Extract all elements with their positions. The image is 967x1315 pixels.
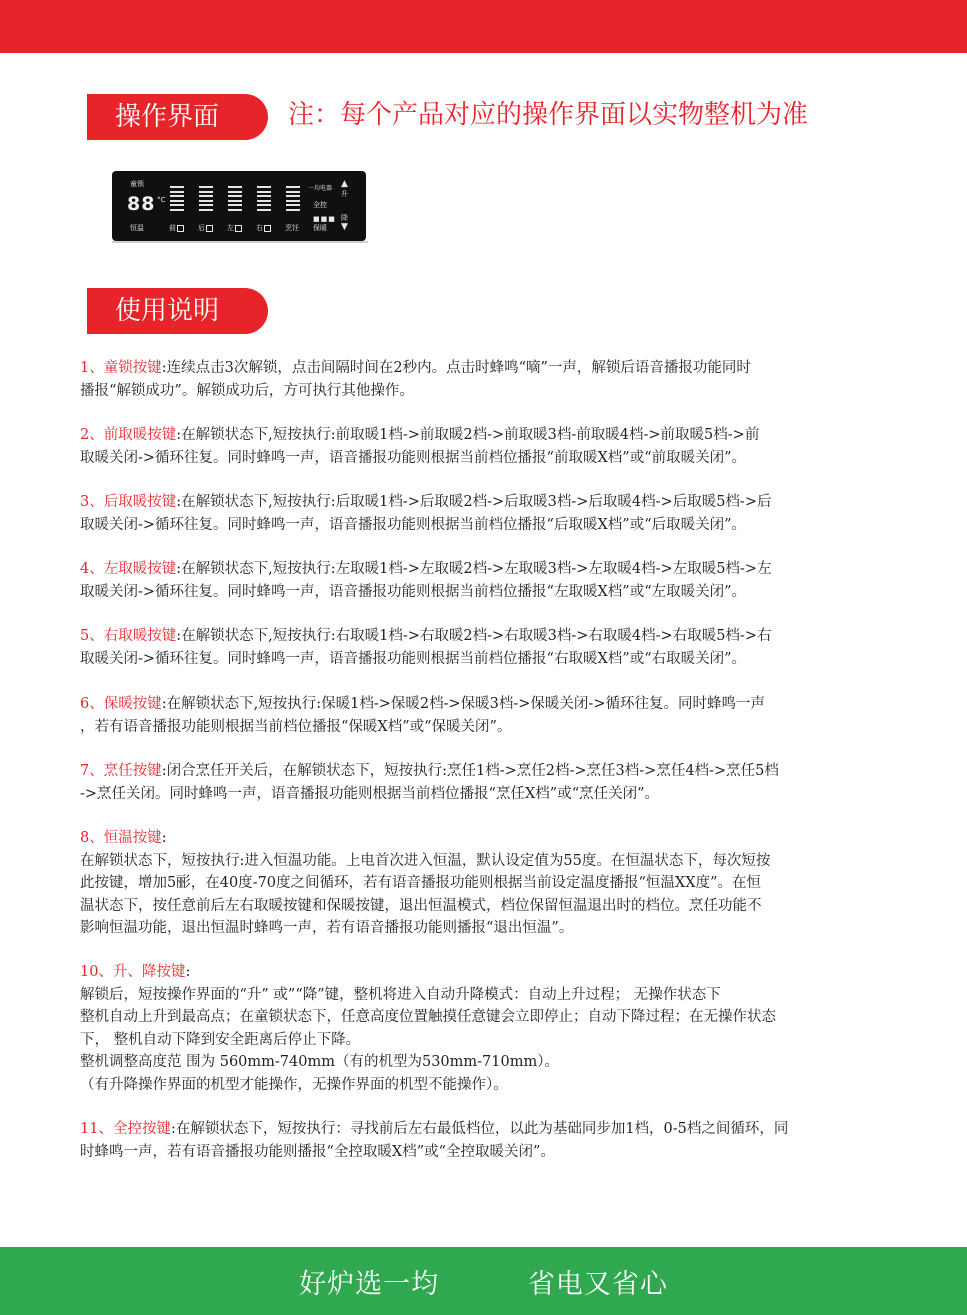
instruction-key: 6、保暖按键 (80, 696, 162, 712)
panel-label-up: 升 (341, 190, 348, 198)
footer-banner (0, 1247, 967, 1315)
panel-label-right: 右 (256, 224, 271, 232)
front-level-bars (170, 186, 184, 213)
interface-note: 注：每个产品对应的操作界面以实物整机为准 (288, 100, 809, 130)
rear-level-bars (199, 186, 213, 213)
instruction-key: 7、烹任按键 (80, 763, 162, 779)
instruction-item-rear-heating: 3、后取暖按键:在解锁状态下,短按执行:后取暖1档->后取暖2档->后取暖3档->后取暖4档->后取暖5档->后 取暖关闭->循环往复。同时蜂鸣一声，语音播报功能则根据当前档位播报“后取暖X档”或“后取暖关闭”。 (80, 494, 772, 533)
panel-shadow (112, 241, 368, 243)
panel-label-left: 左 (227, 224, 242, 232)
seat-icon (177, 225, 184, 232)
panel-label-rear: 后 (198, 224, 213, 232)
panel-label-lock: 童锁 (130, 180, 144, 188)
seat-icon (235, 225, 242, 232)
instruction-item-all-control: 11、全控按键:在解锁状态下，短按执行：寻找前后左右最低档位，以此为基础同步加1档，0-5档之间循环，同 时蜂鸣一声，若有语音播报功能则播报“全控取暖X档”或“全控取暖关闭”。 (80, 1121, 789, 1160)
top-banner (0, 0, 967, 53)
section-title-usage: 使用说明 (87, 288, 268, 334)
panel-label-constant-temp: 恒温 (130, 224, 144, 232)
panel-label-front: 前 (169, 224, 184, 232)
instruction-item-constant-temp: 8、恒温按键: 在解锁状态下，短按执行:进入恒温功能。上电首次进入恒温，默认设定值为55度。在恒温状态下，每次短按 此按键，增加5彨，在40度-70度之间循环，若有语音播报功能则根据当前设定温度播报“恒温XX度”。在恒 温状态下，按任意前后左右取暖按键和保暖按键，退出恒温模式，档位保留恒温退出时的档位。烹任功能不 影响恒温功能，退出恒温时蜂鸣一声，若有语音播报功能则播报“退出恒温”。 (80, 830, 771, 936)
panel-digit-display: 88 (127, 193, 156, 215)
instruction-item-lift: 10、升、降按键: 解锁后，短按操作界面的“升” 或”“降”键，整机将进入自动升降模式：自动上升过程； 无操作状态下 整机自动上升到最高点；在童锁状态下，任意高度位置触摸任意键会立即停止；自动下降过程；在无操作状态 下， 整机自动下降到安全距离后停止下降。 整机调整高度范 围为 560mm-740mm（有的机型为530mm-710mm）。 （有升降操作界面的机型才能操作，无操作界面的机型不能操作）。 (80, 964, 776, 1093)
instruction-key: 2、前取暖按键 (80, 427, 177, 443)
up-arrow-icon: ▲ (341, 179, 348, 189)
section-title-operation-interface: 操作界面 (87, 94, 268, 140)
panel-label-keep-warm: 保暖 (313, 224, 327, 232)
footer-slogan: 好炉选一均 省电又省心 (299, 1268, 668, 1300)
seat-icon (206, 225, 213, 232)
instruction-item-left-heating: 4、左取暖按键:在解锁状态下,短按执行:左取暖1档->左取暖2档->左取暖3档->左取暖4档->左取暖5档->左 取暖关闭->循环往复。同时蜂鸣一声，语音播报功能则根据当前档位播报“左取暖X档”或“左取暖关闭”。 (80, 561, 772, 600)
instruction-item-cooking: 7、烹任按键:闭合烹任开关后，在解锁状态下，短按执行:烹任1档->烹任2档->烹任3档->烹任4档->烹任5档 ->烹任关闭。同时蜂鸣一声，语音播报功能则根据当前档位播报“烹任X档”或“烹任关闭”。 (80, 763, 779, 802)
instruction-item-front-heating: 2、前取暖按键:在解锁状态下,短按执行:前取暖1档->前取暖2档->前取暖3档-前取暖4档->前取暖5档->前 取暖关闭->循环往复。同时蜂鸣一声，语音播报功能则根据当前档位播报“前取暖X档”或“前取暖关闭”。 (80, 427, 760, 466)
left-level-bars (228, 186, 242, 213)
cooking-level-bars (286, 186, 300, 213)
instruction-item-child-lock: 1、童锁按键:连续点击3次解锁，点击间隔时间在2秒内。点击时蜂鸣“嘀”一声，解锁后语音播报功能同时 播报“解锁成功”。解锁成功后，方可执行其他操作。 (80, 360, 751, 399)
instruction-key: 8、恒温按键 (80, 830, 162, 846)
all-control-indicator: ■■■ (313, 215, 336, 223)
panel-degree-unit: °C (157, 196, 166, 204)
instruction-key: 3、后取暖按键 (80, 494, 177, 510)
down-arrow-icon: ▼ (341, 222, 348, 232)
control-panel-image (112, 171, 366, 241)
instruction-item-right-heating: 5、右取暖按键:在解锁状态下,短按执行:右取暖1档->右取暖2档->右取暖3档->右取暖4档->右取暖5档->右 取暖关闭->循环往复。同时蜂鸣一声，语音播报功能则根据当前档位播报“右取暖X档”或“右取暖关闭”。 (80, 628, 772, 667)
instruction-key: 1、童锁按键 (80, 360, 162, 376)
instruction-key: 11、全控按键 (80, 1121, 171, 1137)
panel-label-cooking: 烹饪 (285, 224, 299, 232)
instruction-key: 10、升、降按键 (80, 964, 186, 980)
instruction-item-keep-warm: 6、保暖按键:在解锁状态下,短按执行:保暖1档->保暖2档->保暖3档->保暖关闭->循环往复。同时蜂鸣一声 ，若有语音播报功能则根据当前档位播报“保暖X档”或“保暖关闭”。 (80, 696, 765, 735)
instruction-key: 4、左取暖按键 (80, 561, 177, 577)
instruction-key: 5、右取暖按键 (80, 628, 177, 644)
right-level-bars (257, 186, 271, 213)
panel-brand: 一均电器 (308, 185, 333, 192)
panel-label-down: 降 (341, 214, 348, 222)
seat-icon (264, 225, 271, 232)
panel-label-all-control: 全控 (313, 201, 327, 209)
